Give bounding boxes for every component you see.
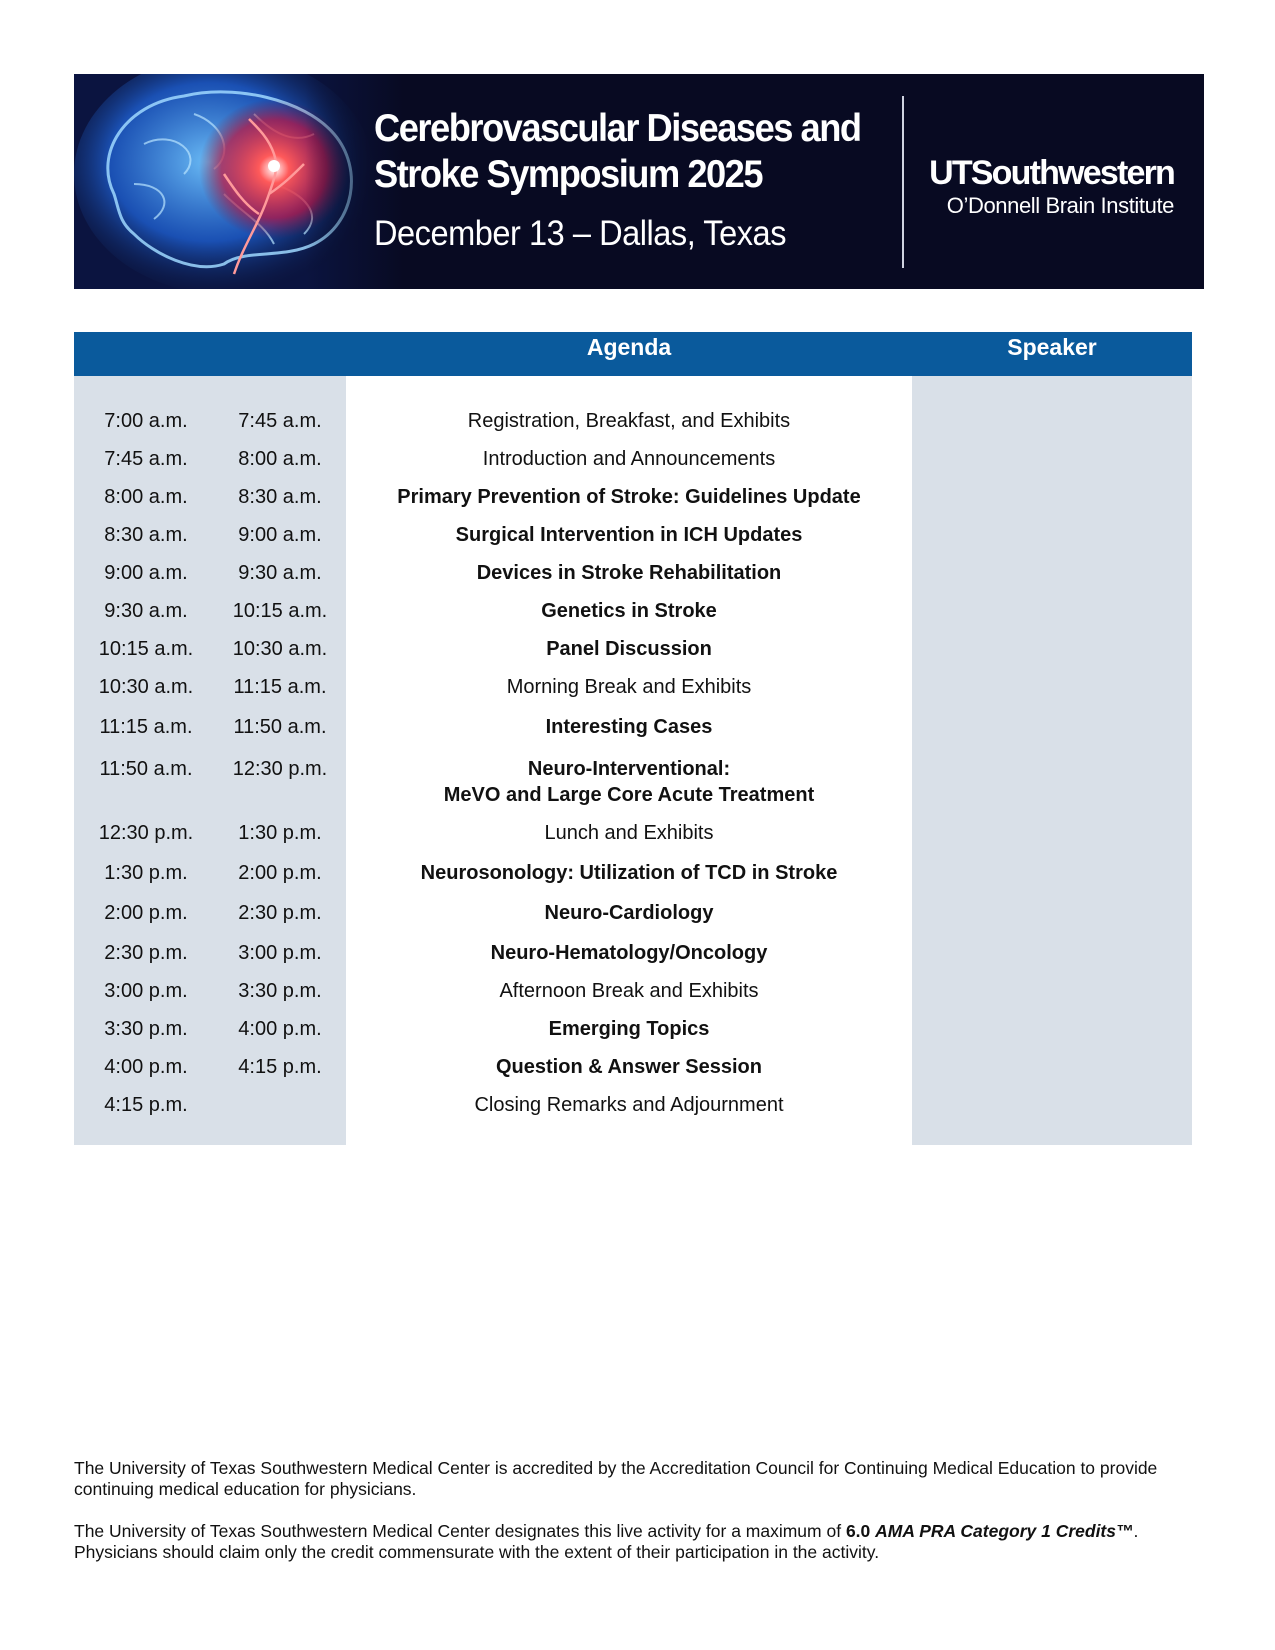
- agenda-row: [74, 522, 1192, 548]
- start-time: 11:15 a.m.: [99, 716, 193, 738]
- agenda-row: [74, 484, 1192, 510]
- end-time: 8:30 a.m.: [238, 486, 322, 508]
- start-time: 1:30 p.m.: [104, 862, 188, 884]
- session-title: Neuro-Interventional:: [527, 758, 731, 780]
- end-time: 9:30 a.m.: [238, 562, 322, 584]
- agenda-row: [74, 446, 1192, 472]
- event-banner: [74, 74, 1204, 289]
- start-time: 9:30 a.m.: [104, 600, 188, 622]
- start-time: 9:00 a.m.: [104, 562, 188, 584]
- agenda-row: [74, 900, 1192, 926]
- agenda-column-header: Agenda: [586, 334, 672, 360]
- end-time: 7:45 a.m.: [238, 410, 322, 432]
- start-time: 3:30 p.m.: [104, 1018, 188, 1040]
- end-time: 4:15 p.m.: [238, 1056, 322, 1078]
- end-time: 2:30 p.m.: [238, 902, 322, 924]
- credits-number: 6.0: [845, 1521, 871, 1541]
- agenda-row: [74, 714, 1192, 740]
- session-title: Registration, Breakfast, and Exhibits: [467, 410, 791, 432]
- session-title: Introduction and Announcements: [482, 448, 776, 470]
- end-time: 1:30 p.m.: [238, 822, 322, 844]
- event-date-location: December 13 – Dallas, Texas: [374, 214, 787, 253]
- start-time: 10:15 a.m.: [98, 638, 194, 660]
- utsw-logo: UTSouthwestern: [929, 154, 1174, 192]
- start-time: 4:00 p.m.: [104, 1056, 188, 1078]
- speaker-column-header: Speaker: [1007, 334, 1097, 360]
- end-time: 4:00 p.m.: [238, 1018, 322, 1040]
- agenda-row: [74, 1092, 1192, 1118]
- session-title: Neuro-Hematology/Oncology: [490, 942, 768, 964]
- banner-divider: [902, 96, 904, 268]
- session-title: Lunch and Exhibits: [544, 822, 714, 844]
- session-title: Interesting Cases: [545, 716, 713, 738]
- session-title: Emerging Topics: [548, 1018, 710, 1040]
- session-title: Morning Break and Exhibits: [506, 676, 752, 698]
- start-time: 10:30 a.m.: [98, 676, 194, 698]
- start-time: 8:30 a.m.: [104, 524, 188, 546]
- end-time: 2:00 p.m.: [238, 862, 322, 884]
- session-title: Closing Remarks and Adjournment: [474, 1094, 784, 1116]
- end-time: 10:30 a.m.: [232, 638, 328, 660]
- agenda-row: [74, 560, 1192, 586]
- agenda-table: [74, 332, 1192, 1145]
- session-title: Neuro-Cardiology: [544, 902, 714, 924]
- end-time: 10:15 a.m.: [232, 600, 328, 622]
- credit-designation-statement: [74, 1521, 1204, 1563]
- start-time: 2:00 p.m.: [104, 902, 188, 924]
- brain-institute-label: O’Donnell Brain Institute: [946, 193, 1174, 218]
- event-title-line2: Stroke Symposium 2025: [374, 153, 763, 196]
- start-time: 12:30 p.m.: [98, 822, 194, 844]
- agenda-row: [74, 756, 1192, 808]
- start-time: 4:15 p.m.: [104, 1094, 188, 1116]
- agenda-row: [74, 820, 1192, 846]
- session-title: Devices in Stroke Rehabilitation: [476, 562, 782, 584]
- designation-suffix: . Physicians should claim only the credit commensurate with the extent of their participation in the activity.: [74, 1521, 1139, 1562]
- start-time: 7:00 a.m.: [104, 410, 188, 432]
- session-title: Afternoon Break and Exhibits: [499, 980, 759, 1002]
- event-title-line1: Cerebrovascular Diseases and: [374, 107, 861, 150]
- agenda-row: [74, 674, 1192, 700]
- session-title: Primary Prevention of Stroke: Guidelines Update: [397, 486, 861, 508]
- end-time: 11:50 a.m.: [233, 716, 327, 738]
- start-time: 3:00 p.m.: [104, 980, 188, 1002]
- designation-prefix: The University of Texas Southwestern Medical Center designates this live activity for a maximum of: [74, 1521, 846, 1541]
- session-title: Neurosonology: Utilization of TCD in Stroke: [420, 862, 838, 884]
- agenda-row: [74, 1016, 1192, 1042]
- end-time: 9:00 a.m.: [238, 524, 322, 546]
- session-title: Genetics in Stroke: [541, 600, 717, 622]
- agenda-row: [74, 598, 1192, 624]
- end-time: 8:00 a.m.: [238, 448, 322, 470]
- end-time: 12:30 p.m.: [232, 758, 328, 780]
- agenda-row: [74, 1054, 1192, 1080]
- start-time: 8:00 a.m.: [104, 486, 188, 508]
- agenda-row: [74, 408, 1192, 434]
- session-title-line2: MeVO and Large Core Acute Treatment: [443, 784, 815, 806]
- accreditation-footer: [74, 1458, 1204, 1584]
- end-time: 11:15 a.m.: [233, 676, 327, 698]
- agenda-row: [74, 940, 1192, 966]
- agenda-row: [74, 860, 1192, 886]
- end-time: 3:00 p.m.: [238, 942, 322, 964]
- session-title: Question & Answer Session: [496, 1056, 762, 1078]
- start-time: 2:30 p.m.: [104, 942, 188, 964]
- agenda-row: [74, 978, 1192, 1004]
- agenda-row: [74, 636, 1192, 662]
- credits-name: AMA PRA Category 1 Credits™: [875, 1521, 1134, 1541]
- session-title: Surgical Intervention in ICH Updates: [455, 524, 803, 546]
- start-time: 7:45 a.m.: [104, 448, 188, 470]
- event-title: [374, 106, 861, 198]
- agenda-header-bar: [74, 332, 1192, 376]
- accreditation-statement: The University of Texas Southwestern Medical Center is accredited by the Accreditation Council for Continuing Medical Education to provide continuing medical education for physicians.: [74, 1458, 1158, 1499]
- session-title: Panel Discussion: [546, 638, 712, 660]
- brain-illustration: [74, 74, 404, 289]
- start-time: 11:50 a.m.: [99, 758, 193, 780]
- end-time: 3:30 p.m.: [238, 980, 322, 1002]
